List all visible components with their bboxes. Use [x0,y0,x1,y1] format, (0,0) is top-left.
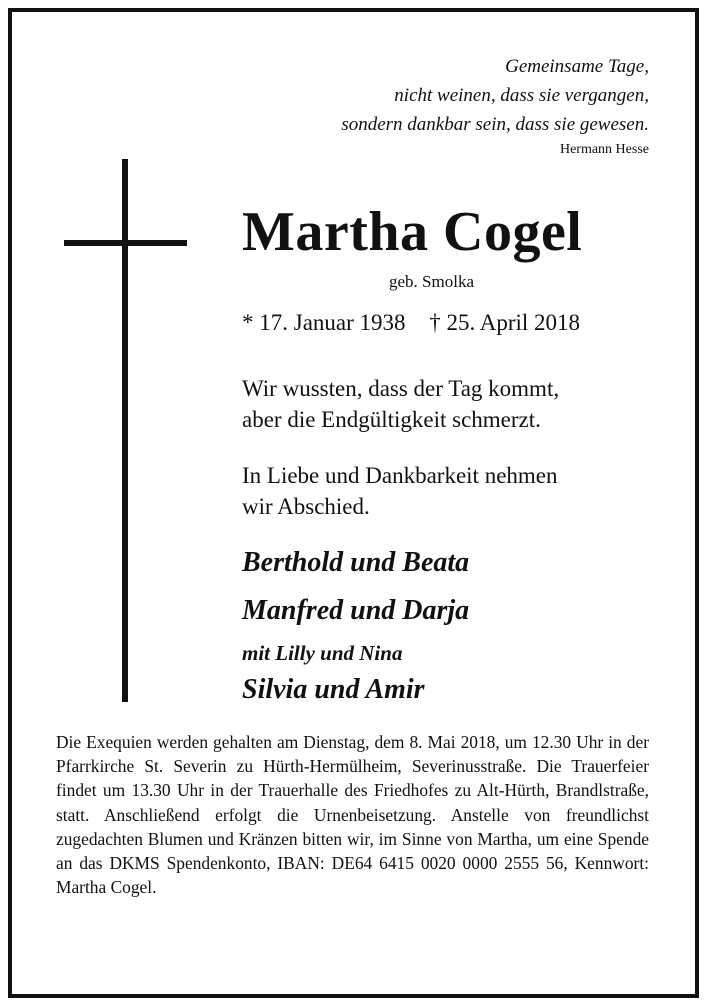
birth-date: * 17. Januar 1938 [242,310,406,335]
funeral-notice: Die Exequien werden gehalten am Dienstag, dem 8. Mai 2018, um 12.30 Uhr in der Pfarrkirche St. Severin zu Hürth-Hermülheim, Severinusstraße. Die Trauerfeier findet um 13.30 Uhr in der Trauerhalle des Friedhofes zu Alt-Hürth, Brandlstraße, statt. Anschließend erfolgt die Urnenbeisetzung. Anstelle von freundlichst zugedachten Blumen und Kränzen bitten wir, im Sinne von Martha, um eine Spende an das DKMS Spendenkonto, IBAN: DE64 6415 0020 0000 2555 56, Kennwort: Martha Cogel. [56,732,649,898]
death-date: † 25. April 2018 [429,310,581,335]
quote-author: Hermann Hesse [559,142,649,157]
verse-line: wir Abschied. [242,494,370,519]
quote-line: Gemeinsame Tage, [505,56,649,77]
quote-line: nicht weinen, dass sie vergangen, [394,85,649,106]
mourner-name: Manfred und Darja [242,595,470,626]
maiden-name: geb. Smolka [389,272,474,291]
verse-block [242,373,559,435]
mourner-name: Berthold und Beata [242,547,470,578]
life-dates [242,310,580,336]
quote-line: sondern dankbar sein, dass sie gewesen. [341,114,649,135]
verse-block [242,460,558,522]
verse-line: In Liebe und Dankbarkeit nehmen [242,463,558,488]
mourner-name: Silvia und Amir [242,674,425,705]
deceased-name: Martha Cogel [242,201,583,263]
verse-line: Wir wussten, dass der Tag kommt, [242,376,560,401]
cross-icon-bar [64,240,187,246]
obituary-frame [8,8,699,998]
verse-line: aber die Endgültigkeit schmerzt. [242,407,541,432]
quote [341,52,649,139]
mourner-name: mit Lilly und Nina [242,641,403,665]
